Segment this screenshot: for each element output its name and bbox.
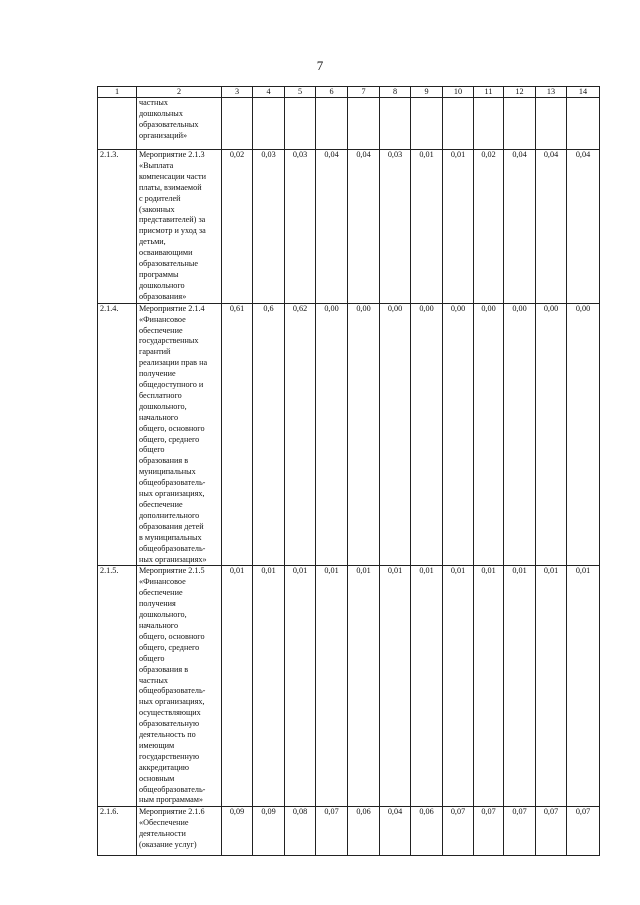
value-cell: 0,04 <box>316 150 348 304</box>
data-table <box>97 86 600 856</box>
description-line: гарантий <box>139 347 171 357</box>
value-cell <box>504 98 536 150</box>
column-header: 4 <box>253 87 285 98</box>
description-line: «Финансовое <box>139 577 186 587</box>
column-header: 12 <box>504 87 536 98</box>
value-cell: 0,01 <box>380 566 411 807</box>
value-cell: 0,07 <box>316 807 348 856</box>
description-line: осваивающими <box>139 248 193 258</box>
value-cell <box>536 98 567 150</box>
description-line: представителей) за <box>139 215 206 225</box>
column-header: 3 <box>222 87 253 98</box>
value-cell: 0,02 <box>222 150 253 304</box>
description-line: общедоступного и <box>139 380 204 390</box>
value-cell: 0,04 <box>380 807 411 856</box>
table-row <box>98 150 600 304</box>
description-line: образовательных <box>139 119 199 129</box>
table-row <box>98 807 600 856</box>
value-cell: 0,03 <box>380 150 411 304</box>
description-line: государственную <box>139 751 200 761</box>
description-line: начального <box>139 412 179 422</box>
description-line: обеспечение <box>139 325 183 335</box>
description-line: дополнительного <box>139 510 200 520</box>
row-code <box>98 98 137 150</box>
description-line: получение <box>139 369 176 379</box>
column-header: 11 <box>474 87 504 98</box>
description-line: в муниципальных <box>139 532 202 542</box>
value-cell <box>222 98 253 150</box>
value-cell: 0,07 <box>567 807 600 856</box>
column-header: 1 <box>98 87 137 98</box>
description-line: «Финансовое <box>139 314 186 324</box>
value-cell: 0,00 <box>316 303 348 566</box>
value-cell: 0,02 <box>474 150 504 304</box>
row-code: 2.1.3. <box>98 150 137 304</box>
description-line: (оказание услуг) <box>139 840 197 850</box>
description-line: с родителей <box>139 193 181 203</box>
description-line: Мероприятие 2.1.5 <box>139 566 205 576</box>
table-row <box>98 98 600 150</box>
description-line: общего, среднего <box>139 434 200 444</box>
description-line: общего <box>139 653 165 663</box>
description-line: общеобразователь- <box>139 784 206 794</box>
value-cell: 0,01 <box>567 566 600 807</box>
description-line: образовательную <box>139 719 200 729</box>
value-cell: 0,00 <box>348 303 380 566</box>
column-header: 13 <box>536 87 567 98</box>
value-cell: 0,01 <box>443 566 474 807</box>
description-line: дошкольных <box>139 108 183 118</box>
description-line: обеспечение <box>139 500 183 509</box>
value-cell: 0,03 <box>285 150 316 304</box>
description-line: ных организациях, <box>139 697 205 707</box>
description-line: образования в <box>139 664 189 674</box>
description-line: общего, основного <box>139 423 205 433</box>
value-cell: 0,01 <box>443 150 474 304</box>
description-line: дошкольного, <box>139 610 187 620</box>
description-line: общего <box>139 445 165 455</box>
description-line: общеобразователь- <box>139 543 206 553</box>
description-line: аккредитацию <box>139 762 189 772</box>
column-header: 2 <box>137 87 222 98</box>
value-cell: 0,04 <box>536 150 567 304</box>
description-line: обеспечение <box>139 588 183 598</box>
row-description <box>137 98 222 150</box>
value-cell: 0,07 <box>474 807 504 856</box>
description-line: программы <box>139 269 179 279</box>
description-line: муниципальных <box>139 467 196 477</box>
row-code: 2.1.6. <box>98 807 137 856</box>
value-cell: 0,06 <box>411 807 443 856</box>
value-cell: 0,00 <box>567 303 600 566</box>
description-line: платы, взимаемой <box>139 182 202 192</box>
value-cell: 0,6 <box>253 303 285 566</box>
value-cell: 0,04 <box>348 150 380 304</box>
row-code: 2.1.5. <box>98 566 137 807</box>
description-line: деятельности <box>139 829 186 839</box>
row-description <box>137 303 222 566</box>
value-cell: 0,00 <box>536 303 567 566</box>
description-line: основным <box>139 773 175 783</box>
description-line: частных <box>139 675 168 685</box>
description-line: «Выплата <box>139 160 174 170</box>
description-line: ных организациях, <box>139 489 205 499</box>
value-cell: 0,03 <box>253 150 285 304</box>
page-number: 7 <box>316 58 324 73</box>
description-line: дошкольного <box>139 280 185 290</box>
description-line: компенсации части <box>139 171 206 181</box>
value-cell: 0,07 <box>536 807 567 856</box>
column-header: 10 <box>443 87 474 98</box>
row-description <box>137 566 222 807</box>
description-line: детьми, <box>139 237 166 247</box>
description-line: образования в <box>139 456 189 466</box>
description-line: дошкольного, <box>139 401 187 411</box>
column-header: 5 <box>285 87 316 98</box>
description-line: присмотр и уход за <box>139 226 206 236</box>
value-cell <box>411 98 443 150</box>
description-line: бесплатного <box>139 390 182 400</box>
value-cell <box>443 98 474 150</box>
value-cell <box>316 98 348 150</box>
value-cell: 0,09 <box>222 807 253 856</box>
description-line: ным программам» <box>139 795 203 805</box>
description-line: Мероприятие 2.1.3 <box>139 150 205 159</box>
value-cell: 0,01 <box>222 566 253 807</box>
value-cell: 0,04 <box>504 150 536 304</box>
description-line: общеобразователь- <box>139 478 206 488</box>
description-line: «Обеспечение <box>139 818 189 828</box>
value-cell: 0,00 <box>443 303 474 566</box>
value-cell <box>253 98 285 150</box>
table-row <box>98 303 600 566</box>
description-line: деятельность по <box>139 730 196 740</box>
description-line: получения <box>139 599 176 609</box>
description-line: частных <box>139 98 168 107</box>
value-cell: 0,00 <box>474 303 504 566</box>
value-cell: 0,04 <box>567 150 600 304</box>
description-line: имеющим <box>139 740 175 750</box>
description-line: реализации прав на <box>139 358 208 368</box>
value-cell: 0,01 <box>504 566 536 807</box>
description-line: общеобразователь- <box>139 686 206 696</box>
value-cell: 0,01 <box>411 150 443 304</box>
value-cell: 0,00 <box>380 303 411 566</box>
value-cell: 0,09 <box>253 807 285 856</box>
value-cell <box>348 98 380 150</box>
description-line: осуществляющих <box>139 708 201 718</box>
value-cell: 0,01 <box>253 566 285 807</box>
value-cell: 0,00 <box>504 303 536 566</box>
description-line: начального <box>139 620 179 630</box>
row-description <box>137 150 222 304</box>
value-cell: 0,01 <box>536 566 567 807</box>
column-header: 7 <box>348 87 380 98</box>
column-header: 6 <box>316 87 348 98</box>
value-cell <box>567 98 600 150</box>
value-cell <box>380 98 411 150</box>
value-cell: 0,01 <box>285 566 316 807</box>
column-header: 14 <box>567 87 600 98</box>
description-line: государственных <box>139 336 199 346</box>
description-line: ных организациях» <box>139 554 207 564</box>
value-cell: 0,06 <box>348 807 380 856</box>
value-cell: 0,07 <box>443 807 474 856</box>
table-row <box>98 566 600 807</box>
description-line: Мероприятие 2.1.4 <box>139 303 205 313</box>
row-code: 2.1.4. <box>98 303 137 566</box>
value-cell: 0,08 <box>285 807 316 856</box>
value-cell: 0,07 <box>504 807 536 856</box>
description-line: общего, среднего <box>139 642 200 652</box>
value-cell <box>474 98 504 150</box>
column-header: 9 <box>411 87 443 98</box>
row-description <box>137 807 222 856</box>
value-cell: 0,00 <box>411 303 443 566</box>
description-line: организаций» <box>139 130 188 140</box>
value-cell: 0,61 <box>222 303 253 566</box>
value-cell: 0,01 <box>474 566 504 807</box>
column-header-row <box>98 87 600 98</box>
value-cell: 0,01 <box>411 566 443 807</box>
value-cell: 0,01 <box>316 566 348 807</box>
description-line: Мероприятие 2.1.6 <box>139 807 205 817</box>
description-line: образовательные <box>139 259 198 269</box>
description-line: (законных <box>139 204 175 214</box>
description-line: образования» <box>139 291 187 301</box>
description-line: образования детей <box>139 521 204 531</box>
value-cell <box>285 98 316 150</box>
value-cell: 0,62 <box>285 303 316 566</box>
column-header: 8 <box>380 87 411 98</box>
value-cell: 0,01 <box>348 566 380 807</box>
description-line: общего, основного <box>139 631 205 641</box>
